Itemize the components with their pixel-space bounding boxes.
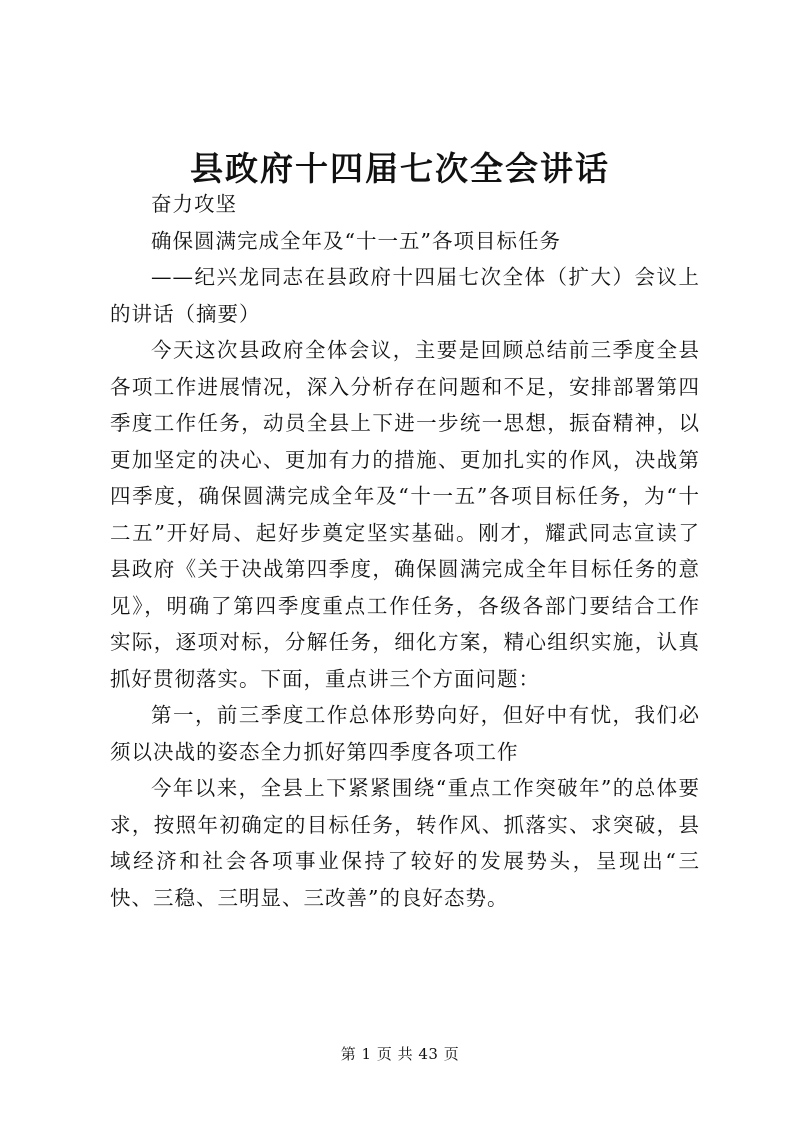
document-body [110,186,700,916]
body-paragraph: 今年以来，全县上下紧紧围绕“重点工作突破年”的总体要求，按照年初确定的目标任务，转作风、抓落实、求突破，县域经济和社会各项事业保持了较好的发展势头，呈现出“三快、三稳、三明显、三改善”的良好态势。 [110,776,700,910]
speaker-attribution: ——纪兴龙同志在县政府十四届七次全体（扩大）会议上的讲话（摘要） [110,265,700,326]
subtitle-line-1: 奋力攻坚 [151,192,237,216]
subtitle-line-2: 确保圆满完成全年及“十一五”各项目标任务 [151,228,561,253]
page-number-footer: 第 1 页 共 43 页 [340,1045,460,1063]
section-heading: 第一，前三季度工作总体形势向好，但好中有忧，我们必须以决战的姿态全力抓好第四季度各项工作 [110,703,700,764]
document-title: 县政府十四届七次全会讲话 [190,149,610,188]
body-paragraph: 今天这次县政府全体会议，主要是回顾总结前三季度全县各项工作进展情况，深入分析存在问题和不足，安排部署第四季度工作任务，动员全县上下进一步统一思想，振奋精神，以更加坚定的决心、更加有力的措施、更加扎实的作风，决战第四季度，确保圆满完成全年及“十一五”各项目标任务，为“十二五”开好局、起好步奠定坚实基础。刚才，耀武同志宣读了县政府《关于决战第四季度，确保圆满完成全年目标任务的意见》，明确了第四季度重点工作任务，各级各部门要结合工作实际，逐项对标，分解任务，细化方案，精心组织实施，认真抓好贯彻落实。下面，重点讲三个方面问题： [110,338,700,691]
